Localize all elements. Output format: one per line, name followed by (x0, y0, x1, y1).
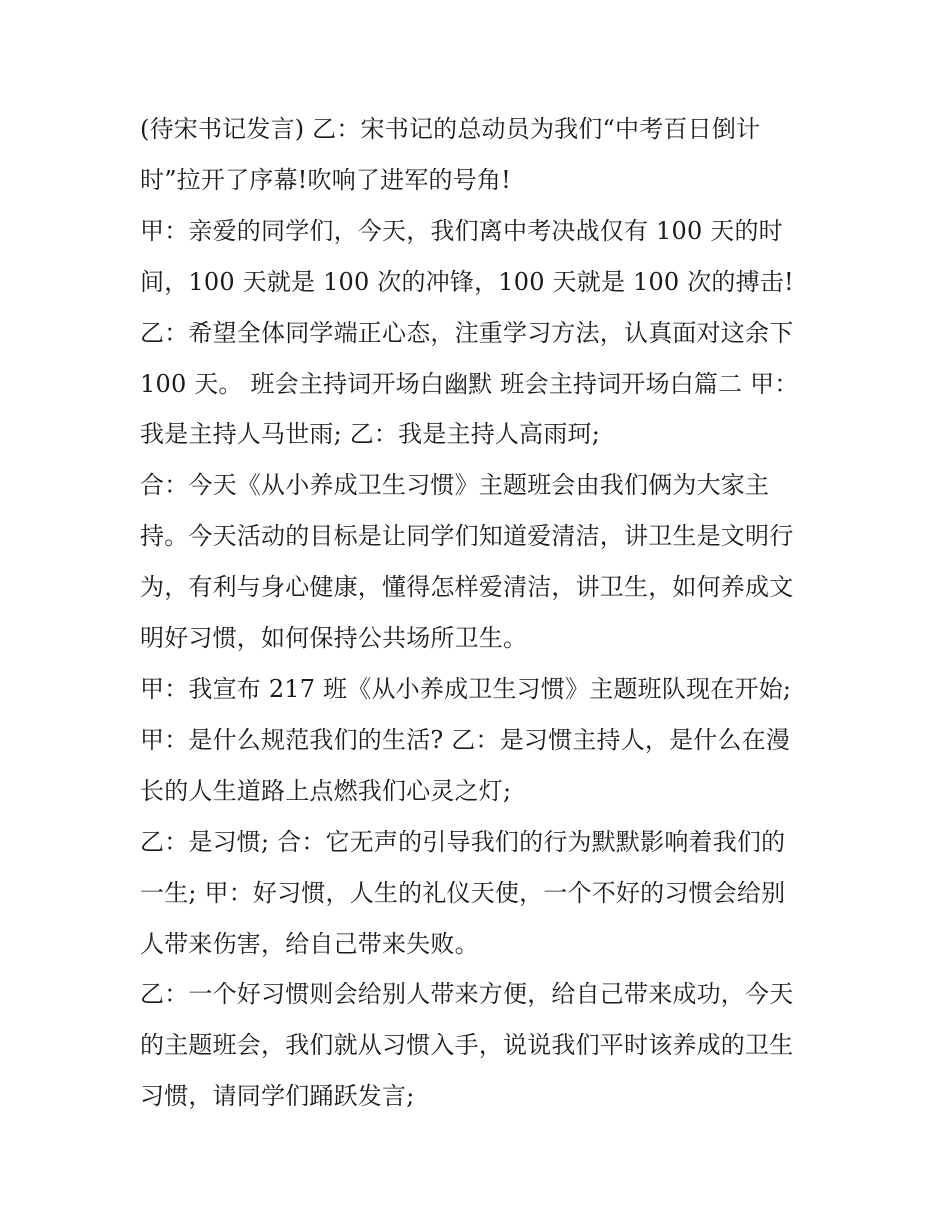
text-line: 为，有利与身心健康，懂得怎样爱清洁，讲卫生，如何养成文 (140, 573, 794, 602)
text-line: 合：今天《从小养成卫生习惯》主题班会由我们俩为大家主 (140, 471, 770, 500)
text-line: 的主题班会，我们就从习惯入手，说说我们平时该养成的卫生 (140, 1031, 794, 1060)
text-line: 明好习惯，如何保持公共场所卫生。 (140, 624, 528, 653)
text-line: 习惯，请同学们踊跃发言; (140, 1082, 415, 1111)
text-line: 乙：一个好习惯则会给别人带来方便，给自己带来成功，今天 (140, 980, 794, 1009)
document-body (140, 104, 820, 1122)
text-line: 甲：我宣布 217 班《从小养成卫生习惯》主题班队现在开始; (140, 674, 792, 703)
text-line: 持。今天活动的目标是让同学们知道爱清洁，讲卫生是文明行 (140, 522, 794, 551)
text-line: 乙：希望全体同学端正心态，注重学习方法，认真面对这余下 (140, 318, 794, 347)
text-line: 间，100 天就是 100 次的冲锋，100 天就是 100 次的搏击! (140, 267, 794, 296)
text-line: 100 天。 班会主持词开场白幽默 班会主持词开场白篇二 甲： (140, 369, 799, 398)
text-line: 时”拉开了序幕!吹响了进军的号角! (140, 165, 511, 194)
text-line: 甲：亲爱的同学们，今天，我们离中考决战仅有 100 天的时 (140, 216, 783, 245)
text-line: 我是主持人马世雨; 乙：我是主持人高雨珂; (140, 420, 600, 449)
text-line: 甲：是什么规范我们的生活? 乙：是习惯主持人，是什么在漫 (140, 725, 791, 754)
text-line: 一生; 甲：好习惯，人生的礼仪天使，一个不好的习惯会给别 (140, 878, 786, 907)
text-line: 长的人生道路上点燃我们心灵之灯; (140, 776, 512, 805)
text-line: (待宋书记发言) 乙：宋书记的总动员为我们“中考百日倒计 (140, 115, 761, 143)
text-line: 乙：是习惯; 合：它无声的引导我们的行为默默影响着我们的 (140, 827, 786, 856)
text-line: 人带来伤害，给自己带来失败。 (140, 929, 479, 958)
